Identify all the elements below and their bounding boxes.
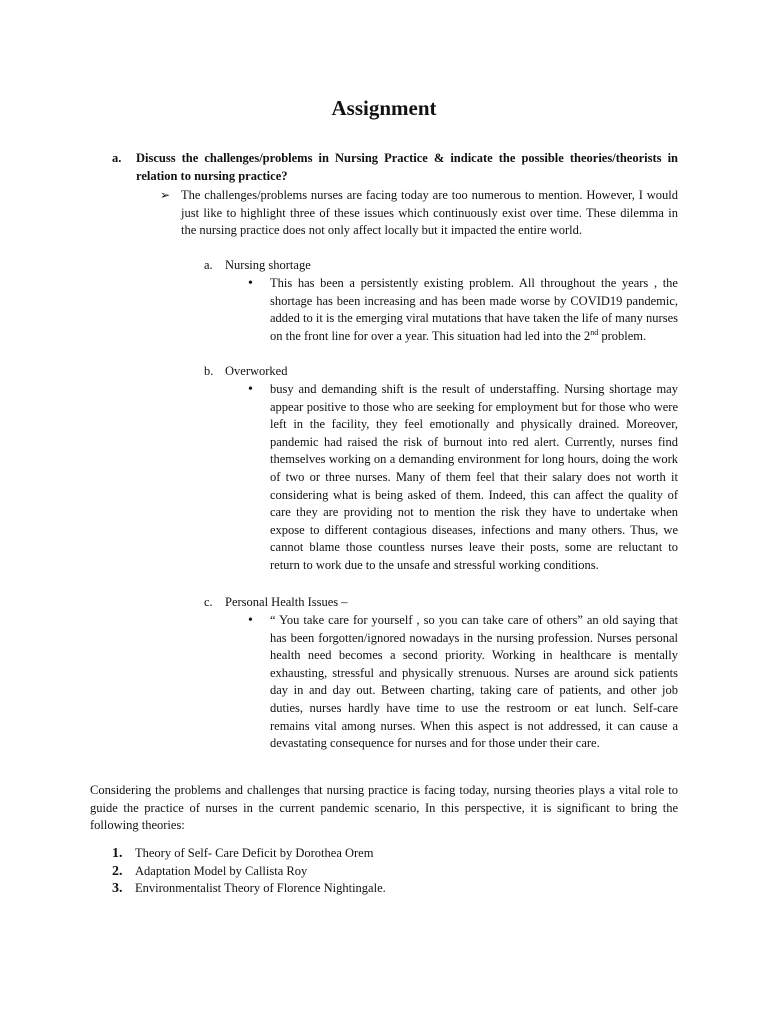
issue-body-personal-health	[248, 612, 678, 753]
issue-label: Personal Health Issues –	[225, 595, 348, 609]
issue-text: “ You take care for yourself , so you can take care of others” an old saying that has been forgotten/ignored nowadays in the nursing profession. Nurses personal health need becomes a second priority. Working in healthcare is mentally exhausting, stressful and physically strenuous. Nurses are around sick patients day in and day out. Between charting, taking care of patients, and other job duties, nurses hardly have time to use the restroom or eat lunch. Self-care remains vital among nurses. When this aspect is not addressed, it can cause a devastating consequence for nurses and for those under their care.	[270, 613, 678, 751]
arrow-bullet-icon: ➢	[160, 188, 171, 202]
issue-heading-overworked	[204, 363, 674, 381]
ordinal-superscript: nd	[590, 327, 599, 337]
issue-text: busy and demanding shift is the result of understaffing. Nursing shortage may appear positive to those who are seeking for employment but for those who were left in the facility, they feel emotionally and physically drained. Moreover, pandemic had raised the risk of burnout into red alert. Currently, nurses find themselves working on a demanding environment for long hours, doing the work of two or three nurses. Many of them feel that their salary does not worth it considering what is being asked of them. Indeed, this can affect the quality of care they are providing not to mention the risk they have to undertake when expose to different contagious diseases, infections and many others. Thus, we cannot blame those countless nurses leave their posts, some are reluctant to return to work due to the unsafe and stressful working conditions.	[270, 382, 678, 572]
issue-letter: c.	[204, 595, 213, 609]
issue-label: Nursing shortage	[225, 258, 311, 272]
theory-list	[112, 845, 672, 898]
bullet-icon: •	[248, 276, 253, 291]
issue-letter: a.	[204, 258, 213, 272]
issue-text	[270, 275, 678, 345]
issue-body-nursing-shortage	[248, 275, 678, 345]
list-number: 2.	[112, 863, 123, 879]
list-text: Environmentalist Theory of Florence Nightingale.	[135, 881, 386, 896]
question-text: Discuss the challenges/problems in Nursing Practice & indicate the possible theories/theorists in relation to nursing practice?	[136, 151, 678, 183]
conclusion-paragraph: Considering the problems and challenges that nursing practice is facing today, nursing theories plays a vital role to guide the practice of nurses in the current pandemic scenario, In this perspective, it is significant to bring the following theories:	[90, 783, 678, 833]
issue-letter: b.	[204, 364, 214, 378]
issue-heading-nursing-shortage	[204, 257, 674, 275]
issue-text-main: This has been a persistently existing problem. All throughout the years , the shortage has been increasing and has been made worse by COVID19 pandemic, added to it is the emerging viral mutations that have taken the life of many nurses on the front line for over a year. This situation had led into the 2	[270, 276, 678, 343]
bullet-icon: •	[248, 382, 253, 397]
list-item	[112, 863, 672, 881]
issue-body-overworked	[248, 381, 678, 575]
list-item	[112, 880, 672, 898]
list-text: Adaptation Model by Callista Roy	[135, 863, 308, 878]
bullet-icon: •	[248, 613, 253, 628]
issue-heading-personal-health	[204, 594, 674, 612]
question-item	[112, 150, 678, 185]
issue-label: Overworked	[225, 364, 288, 378]
question-marker: a.	[112, 151, 122, 165]
list-number: 3.	[112, 881, 123, 897]
issue-text-end: problem.	[598, 328, 647, 343]
page-title: Assignment	[331, 96, 437, 120]
list-number: 1.	[112, 846, 123, 861]
list-text: Theory of Self- Care Deficit by Dorothea Orem	[135, 846, 374, 860]
intro-text: The challenges/problems nurses are facing today are too numerous to mention. However, I would just like to highlight three of these issues which continuously exist over time. These dilemma in the nursing practice does not only affect locally but it impacted the entire world.	[181, 188, 678, 238]
list-item	[112, 845, 672, 863]
intro-item	[160, 187, 678, 240]
